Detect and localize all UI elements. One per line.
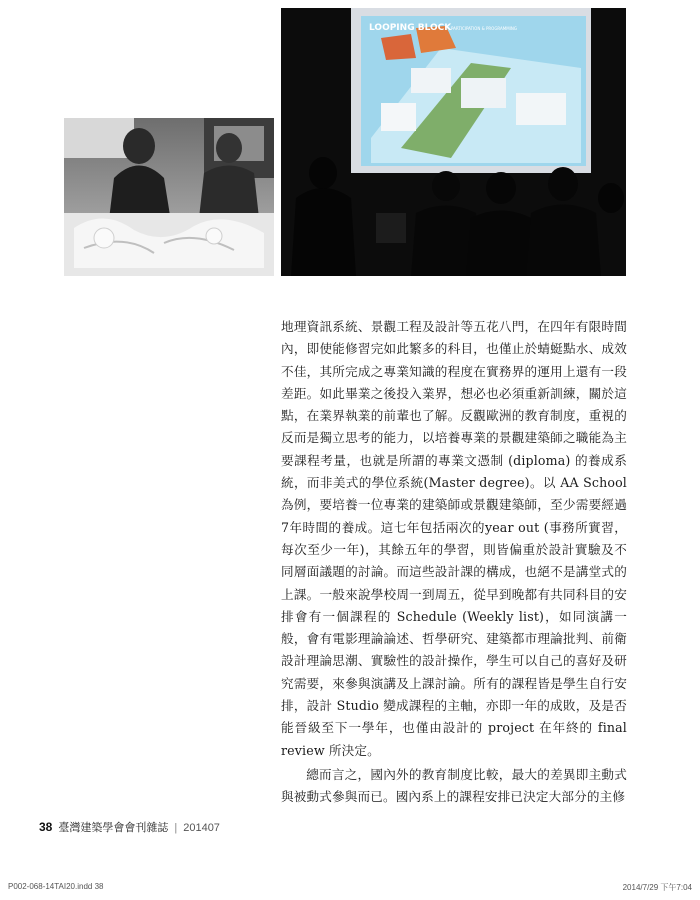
studio-photo [64,118,274,276]
body-paragraph-2: 總而言之，國內外的教育制度比較，最大的差異即主動式與被動式參與而已。國內系上的課程安排已決定大部分的主修 [281,766,627,805]
presentation-photo [281,8,626,276]
page-footer [39,819,220,835]
footer-separator: | [174,822,178,834]
studio-photo-graphic [64,118,274,276]
issue-number: 201407 [183,822,220,834]
print-slug-file: P002-068-14TAI20.indd 38 [8,882,104,891]
article-body [281,316,627,809]
presentation-photo-graphic [281,8,626,276]
slide-subtitle: PARTICIPATION & PROGRAMMING [451,26,517,31]
journal-name: 臺灣建築學會會刊雜誌 [58,821,169,834]
page-number: 38 [39,820,53,834]
body-paragraph-1: 地理資訊系統、景觀工程及設計等五花八門，在四年有限時間內，即使能修習完如此繁多的科目，也僅止於蜻蜓點水、成效不佳，其所完成之專業知識的程度在實務界的運用上還有一段差距。如此畢業之後投入業界，想必也必須重新訓練，關於這點，在業界執業的前輩也了解。反觀歐洲的教育制度，重視的反而是獨立思考的能力，以培養專業的景觀建築師之職能為主要課程考量，也就是所謂的專業文憑制 (diploma) 的養成系統，而非美式的學位系統(Master degree)。以 AA School 為例，要培養一位專業的建築師或景觀建築師，至少需要經過7年時間的養成。這七年包括兩次的year out (事務所實習，每次至少一年)，其餘五年的學習，則皆偏重於設計實驗及不同層面議題的討論。而這些設計課的構成，也絕不是講堂式的上課。一般來說學校周一到周五，從早到晚都有共同科目的安排會有一個課程的 Schedule (Weekly list)，如同演講一般，會有電影理論論述、哲學研究、建築都市理論批判、前衛設計理論思潮、實驗性的設計操作，學生可以自己的喜好及研究需要，來參與演講及上課討論。所有的課程皆是學生自行安排，設計 Studio 變成課程的主軸，亦即一年的成敗，及是否能晉級至下一學年，也僅由設計的 project 在年終的 final review 所決定。 [281,319,627,758]
slide-title: LOOPING BLOCK [369,23,452,33]
print-slug-timestamp: 2014/7/29 下午7:04 [622,883,692,892]
